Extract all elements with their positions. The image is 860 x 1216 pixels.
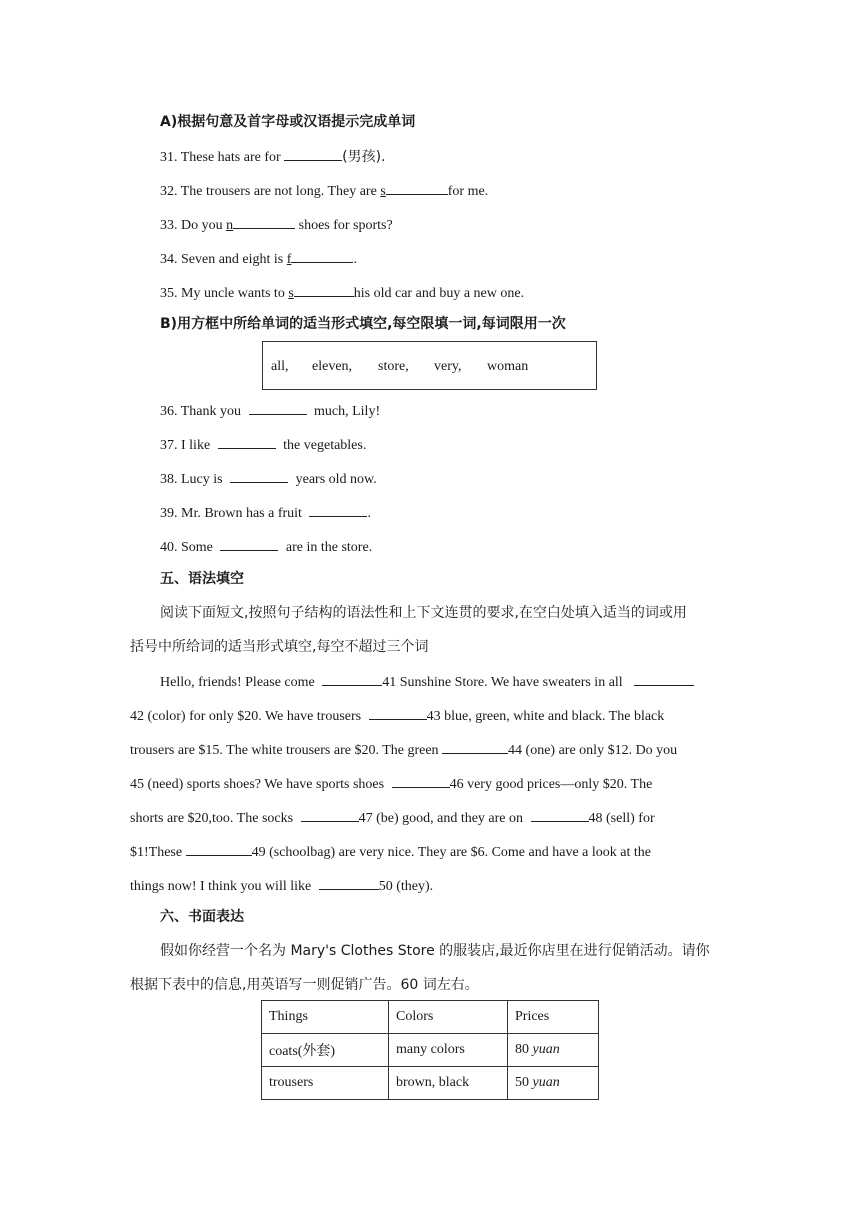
q36-post: much, Lily!	[310, 404, 381, 419]
section-6-instruction-2: 根据下表中的信息,用英语写一则促销广告。60 词左右。	[130, 977, 479, 993]
table-cell-price	[508, 1034, 599, 1067]
table-cell-color: many colors	[389, 1034, 508, 1067]
q38-post: years old now.	[292, 472, 377, 487]
passage-text: shorts are $20,too. The socks	[130, 811, 297, 826]
section-6-heading: 六、书面表达	[160, 909, 244, 925]
passage-text: trousers are $15. The white trousers are $20. The green	[130, 743, 443, 758]
q34-post: .	[353, 252, 357, 267]
question-36	[160, 400, 380, 422]
question-35	[160, 282, 524, 304]
word-bank-item: woman	[487, 359, 529, 374]
q34-letter: f	[286, 252, 292, 267]
word-bank-box	[262, 341, 597, 390]
q35-blank[interactable]	[294, 282, 354, 297]
passage-text: 47 (be) good, and they are on	[358, 811, 527, 826]
section-5-instruction-1: 阅读下面短文,按照句子结构的语法性和上下文连贯的要求,在空白处填入适当的词或用	[160, 605, 687, 621]
table-header-cell: Things	[262, 1001, 389, 1034]
promotion-info-table	[261, 1000, 599, 1100]
blank-49[interactable]	[186, 841, 252, 856]
question-39	[160, 502, 371, 524]
section-6-instruction-1: 假如你经营一个名为 Mary's Clothes Store 的服装店,最近你店里在进行促销活动。请你	[160, 943, 710, 959]
q40-post: are in the store.	[282, 540, 373, 555]
word-bank-item: store,	[378, 359, 409, 374]
q33-post: shoes for sports?	[295, 218, 393, 233]
table-cell-thing: coats(外套)	[262, 1034, 389, 1067]
q39-post: .	[367, 506, 371, 521]
q39-text: 39. Mr. Brown has a fruit	[160, 506, 306, 521]
passage-text: $1!These	[130, 845, 186, 860]
q33-text: 33. Do you	[160, 218, 227, 233]
passage-text: 43 blue, green, white and black. The black	[426, 709, 665, 724]
table-row	[262, 1034, 599, 1067]
blank-44[interactable]	[442, 739, 508, 754]
passage-text: 49 (schoolbag) are very nice. They are $6. Come and have a look at the	[251, 845, 651, 860]
passage-text: 50 (they).	[378, 879, 434, 894]
question-40	[160, 536, 372, 558]
q38-text: 38. Lucy is	[160, 472, 227, 487]
section-5-instruction-2: 括号中所给词的适当形式填空,每空不超过三个词	[130, 639, 429, 655]
q33-letter: n	[226, 218, 234, 233]
price-unit: yuan	[532, 1075, 560, 1090]
passage-line-5	[130, 807, 655, 829]
q37-blank[interactable]	[218, 434, 276, 449]
q31-blank[interactable]	[284, 146, 342, 161]
price-unit: yuan	[532, 1042, 560, 1057]
passage-text: Hello, friends! Please come	[160, 675, 319, 690]
blank-42[interactable]	[634, 671, 694, 686]
table-cell-price	[508, 1067, 599, 1100]
passage-text: 44 (one) are only $12. Do you	[508, 743, 678, 758]
table-cell-thing: trousers	[262, 1067, 389, 1100]
price-number: 80	[515, 1042, 533, 1057]
table-header-row	[262, 1001, 599, 1034]
question-31	[160, 146, 386, 168]
table-cell-color: brown, black	[389, 1067, 508, 1100]
passage-line-1	[160, 671, 694, 693]
blank-48[interactable]	[531, 807, 589, 822]
q34-text: 34. Seven and eight is	[160, 252, 287, 267]
q31-text: 31. These hats are for	[160, 150, 285, 165]
q40-blank[interactable]	[220, 536, 278, 551]
section-b-heading: B)用方框中所给单词的适当形式填空,每空限填一词,每词限用一次	[160, 316, 566, 332]
passage-text: 45 (need) sports shoes? We have sports shoes	[130, 777, 388, 792]
q35-text: 35. My uncle wants to	[160, 286, 289, 301]
blank-43[interactable]	[369, 705, 427, 720]
question-33	[160, 214, 393, 236]
question-32	[160, 180, 488, 202]
q35-post: his old car and buy a new one.	[353, 286, 525, 301]
blank-46[interactable]	[392, 773, 450, 788]
q34-blank[interactable]	[291, 248, 353, 263]
blank-47[interactable]	[301, 807, 359, 822]
q31-hint: (男孩).	[342, 149, 386, 165]
question-37	[160, 434, 366, 456]
blank-41[interactable]	[322, 671, 382, 686]
q33-blank[interactable]	[233, 214, 295, 229]
section-a-heading: A)根据句意及首字母或汉语提示完成单词	[160, 114, 416, 130]
blank-50[interactable]	[319, 875, 379, 890]
question-38	[160, 468, 377, 490]
passage-line-3	[130, 739, 677, 761]
passage-text: 48 (sell) for	[588, 811, 655, 826]
q35-letter: s	[288, 286, 294, 301]
q37-post: the vegetables.	[279, 438, 367, 453]
price-number: 50	[515, 1075, 533, 1090]
table-header-cell: Colors	[389, 1001, 508, 1034]
passage-line-2	[130, 705, 664, 727]
q32-blank[interactable]	[386, 180, 448, 195]
passage-text: 42 (color) for only $20. We have trousers	[130, 709, 365, 724]
section-5-heading: 五、语法填空	[160, 571, 244, 587]
q39-blank[interactable]	[309, 502, 367, 517]
q32-letter: s	[380, 184, 386, 199]
q38-blank[interactable]	[230, 468, 288, 483]
passage-text: things now! I think you will like	[130, 879, 315, 894]
table-header-cell: Prices	[508, 1001, 599, 1034]
q37-text: 37. I like	[160, 438, 214, 453]
q36-text: 36. Thank you	[160, 404, 245, 419]
q32-post: for me.	[447, 184, 489, 199]
word-bank-item: very,	[434, 359, 462, 374]
q32-text: 32. The trousers are not long. They are	[160, 184, 381, 199]
table-row	[262, 1067, 599, 1100]
passage-text: 46 very good prices—only $20. The	[449, 777, 653, 792]
q40-text: 40. Some	[160, 540, 217, 555]
passage-line-7	[130, 875, 433, 897]
q36-blank[interactable]	[249, 400, 307, 415]
question-34	[160, 248, 357, 270]
passage-line-4	[130, 773, 652, 795]
passage-text: 41 Sunshine Store. We have sweaters in all	[382, 675, 627, 690]
passage-line-6	[130, 841, 651, 863]
word-bank-item: eleven,	[312, 359, 353, 374]
word-bank-item: all,	[271, 359, 289, 374]
